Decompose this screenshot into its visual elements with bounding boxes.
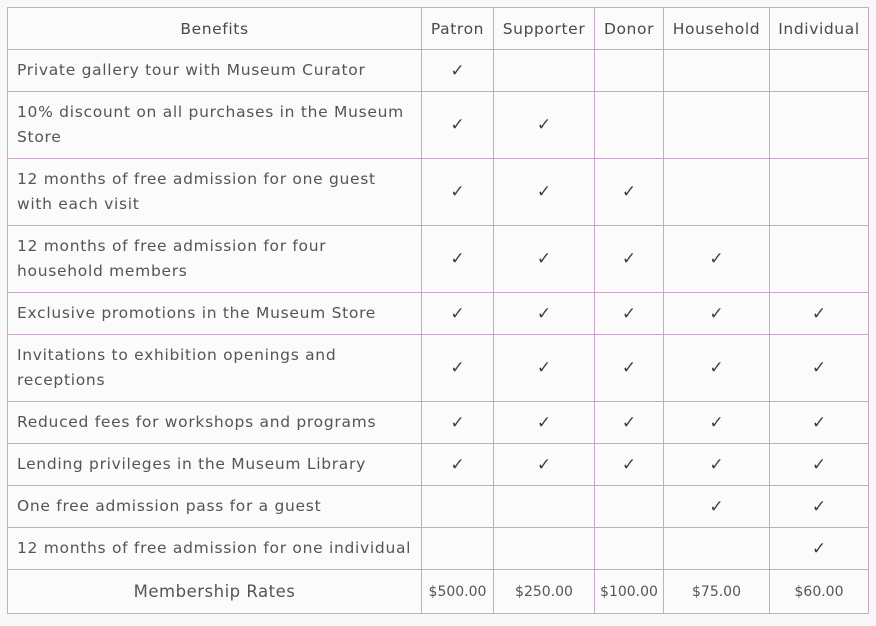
- membership-rates-label: Membership Rates: [8, 570, 422, 614]
- table-row: [8, 528, 869, 570]
- benefit-label: Invitations to exhibition openings and receptions: [8, 335, 422, 402]
- benefit-label: 12 months of free admission for one guest with each visit: [8, 159, 422, 226]
- cell-donor: [595, 402, 664, 444]
- cell-patron: [422, 486, 494, 528]
- check-icon: ✓: [450, 182, 465, 202]
- cell-individual: [770, 293, 869, 335]
- check-icon: ✓: [536, 358, 552, 378]
- cell-individual: [770, 402, 869, 444]
- check-icon: ✓: [621, 182, 637, 202]
- check-icon: ✓: [811, 496, 827, 517]
- cell-donor: [595, 444, 664, 486]
- cell-supporter: [494, 92, 595, 159]
- table-row: [8, 92, 869, 159]
- check-icon: ✓: [621, 249, 637, 269]
- rate-supporter: $250.00: [494, 570, 595, 614]
- check-icon: ✓: [811, 454, 827, 475]
- rate-donor: $100.00: [595, 570, 664, 614]
- check-icon: ✓: [450, 412, 465, 433]
- cell-individual: [770, 92, 869, 159]
- table-row: [8, 159, 869, 226]
- check-icon: ✓: [536, 412, 552, 433]
- cell-household: [664, 335, 770, 402]
- check-icon: ✓: [536, 249, 552, 269]
- cell-household: [664, 92, 770, 159]
- cell-household: [664, 402, 770, 444]
- cell-donor: [595, 486, 664, 528]
- cell-patron: [422, 444, 494, 486]
- cell-individual: [770, 50, 869, 92]
- cell-donor: [595, 528, 664, 570]
- cell-patron: [422, 92, 494, 159]
- table-row: [8, 444, 869, 486]
- check-icon: ✓: [536, 454, 552, 475]
- rate-patron: $500.00: [422, 570, 494, 614]
- cell-patron: [422, 528, 494, 570]
- check-icon: ✓: [811, 303, 827, 324]
- benefit-label: 12 months of free admission for one individual: [8, 528, 422, 570]
- check-icon: ✓: [621, 303, 637, 324]
- cell-individual: [770, 528, 869, 570]
- membership-rates-row: [8, 570, 869, 614]
- cell-donor: [595, 50, 664, 92]
- cell-donor: [595, 335, 664, 402]
- check-icon: ✓: [450, 454, 465, 475]
- header-row: [8, 8, 869, 50]
- cell-patron: [422, 402, 494, 444]
- rate-household: $75.00: [664, 570, 770, 614]
- cell-patron: [422, 50, 494, 92]
- benefit-label: Exclusive promotions in the Museum Store: [8, 293, 422, 335]
- cell-supporter: [494, 402, 595, 444]
- header-benefits: Benefits: [8, 8, 422, 50]
- check-icon: ✓: [811, 412, 827, 433]
- header-supporter: Supporter: [494, 8, 595, 50]
- header-donor: Donor: [595, 8, 664, 50]
- cell-household: [664, 444, 770, 486]
- check-icon: ✓: [621, 454, 637, 475]
- check-icon: ✓: [536, 115, 552, 135]
- cell-patron: [422, 293, 494, 335]
- check-icon: ✓: [811, 358, 827, 378]
- check-icon: ✓: [450, 358, 465, 378]
- check-icon: ✓: [709, 358, 724, 378]
- cell-household: [664, 50, 770, 92]
- cell-supporter: [494, 50, 595, 92]
- check-icon: ✓: [450, 115, 465, 135]
- benefit-rows: [8, 50, 869, 570]
- check-icon: ✓: [811, 538, 827, 559]
- cell-donor: [595, 92, 664, 159]
- table-row: [8, 402, 869, 444]
- membership-benefits-table: [7, 7, 869, 614]
- benefit-label: 10% discount on all purchases in the Museum Store: [8, 92, 422, 159]
- check-icon: ✓: [709, 249, 724, 269]
- cell-individual: [770, 444, 869, 486]
- cell-donor: [595, 226, 664, 293]
- check-icon: ✓: [536, 182, 552, 202]
- check-icon: ✓: [709, 454, 724, 475]
- membership-benefits-container: [7, 7, 869, 614]
- table-row: [8, 50, 869, 92]
- table-row: [8, 486, 869, 528]
- cell-household: [664, 528, 770, 570]
- cell-supporter: [494, 226, 595, 293]
- cell-individual: [770, 335, 869, 402]
- cell-supporter: [494, 528, 595, 570]
- header-household: Household: [664, 8, 770, 50]
- cell-supporter: [494, 444, 595, 486]
- benefit-label: Private gallery tour with Museum Curator: [8, 50, 422, 92]
- benefit-label: One free admission pass for a guest: [8, 486, 422, 528]
- cell-supporter: [494, 293, 595, 335]
- check-icon: ✓: [450, 249, 465, 269]
- cell-household: [664, 226, 770, 293]
- cell-supporter: [494, 335, 595, 402]
- benefit-label: Lending privileges in the Museum Library: [8, 444, 422, 486]
- cell-individual: [770, 159, 869, 226]
- check-icon: ✓: [709, 496, 724, 517]
- check-icon: ✓: [450, 303, 465, 324]
- cell-household: [664, 293, 770, 335]
- cell-household: [664, 159, 770, 226]
- table-row: [8, 335, 869, 402]
- table-row: [8, 293, 869, 335]
- check-icon: ✓: [450, 60, 465, 81]
- cell-donor: [595, 293, 664, 335]
- cell-patron: [422, 335, 494, 402]
- cell-household: [664, 486, 770, 528]
- cell-supporter: [494, 159, 595, 226]
- check-icon: ✓: [709, 412, 724, 433]
- cell-supporter: [494, 486, 595, 528]
- table-row: [8, 226, 869, 293]
- rate-individual: $60.00: [770, 570, 869, 614]
- check-icon: ✓: [621, 412, 637, 433]
- cell-patron: [422, 159, 494, 226]
- benefit-label: Reduced fees for workshops and programs: [8, 402, 422, 444]
- check-icon: ✓: [536, 303, 552, 324]
- cell-individual: [770, 486, 869, 528]
- cell-donor: [595, 159, 664, 226]
- benefit-label: 12 months of free admission for four household members: [8, 226, 422, 293]
- check-icon: ✓: [709, 303, 724, 324]
- cell-patron: [422, 226, 494, 293]
- cell-individual: [770, 226, 869, 293]
- header-individual: Individual: [770, 8, 869, 50]
- check-icon: ✓: [621, 358, 637, 378]
- header-patron: Patron: [422, 8, 494, 50]
